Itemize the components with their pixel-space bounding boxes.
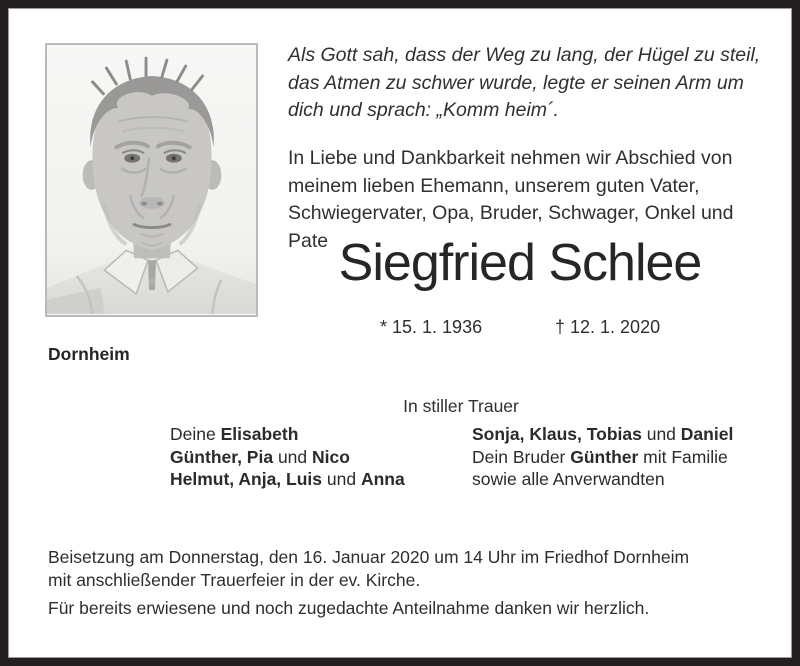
mourners-heading: In stiller Trauer <box>403 396 519 416</box>
intro-line: Schwiegervater, Opa, Bruder, Schwager, Onkel und Pate <box>288 202 734 252</box>
deceased-name: Siegfried Schlee <box>338 234 702 292</box>
birth-date: * 15. 1. 1936 <box>380 317 483 337</box>
mourner-line: Helmut, Anja, Luis und Anna <box>170 469 405 489</box>
mourner-line: Sonja, Klaus, Tobias und Daniel <box>472 424 734 444</box>
death-date: † 12. 1. 2020 <box>555 317 661 337</box>
funeral-line: Beisetzung am Donnerstag, den 16. Januar 2020 um 14 Uhr im Friedhof Dornheim <box>48 547 690 567</box>
portrait-photo-frame <box>45 43 258 317</box>
funeral-info <box>48 546 728 592</box>
intro-line: In Liebe und Dankbarkeit nehmen wir Abschied von <box>288 147 733 169</box>
intro-line: meinem lieben Ehemann, unserem guten Vater, <box>288 174 700 197</box>
mourners-right-column <box>472 423 733 491</box>
epigraph-line: dich und sprach: „Komm heim´. <box>288 99 559 121</box>
mourner-line: Deine Elisabeth <box>170 424 299 444</box>
obituary-card <box>8 8 792 658</box>
epigraph <box>288 42 768 125</box>
mourner-line: Günther, Pia und Nico <box>170 446 350 467</box>
funeral-line: mit anschließender Trauerfeier in der ev. Kirche. <box>48 570 421 590</box>
location-label: Dornheim <box>48 344 130 364</box>
epigraph-line: das Atmen zu schwer wurde, legte er seinen Arm um <box>288 71 744 94</box>
mourner-line: sowie alle Anverwandten <box>472 469 665 489</box>
thanks-line: Für bereits erwiesene und noch zugedachte Anteilnahme danken wir herzlich. <box>48 598 650 618</box>
portrait-photo <box>47 45 256 315</box>
mourner-line: Dein Bruder Günther mit Familie <box>472 446 728 467</box>
mourners-left-column <box>170 423 405 491</box>
epigraph-line: Als Gott sah, dass der Weg zu lang, der Hügel zu steil, <box>288 44 761 66</box>
